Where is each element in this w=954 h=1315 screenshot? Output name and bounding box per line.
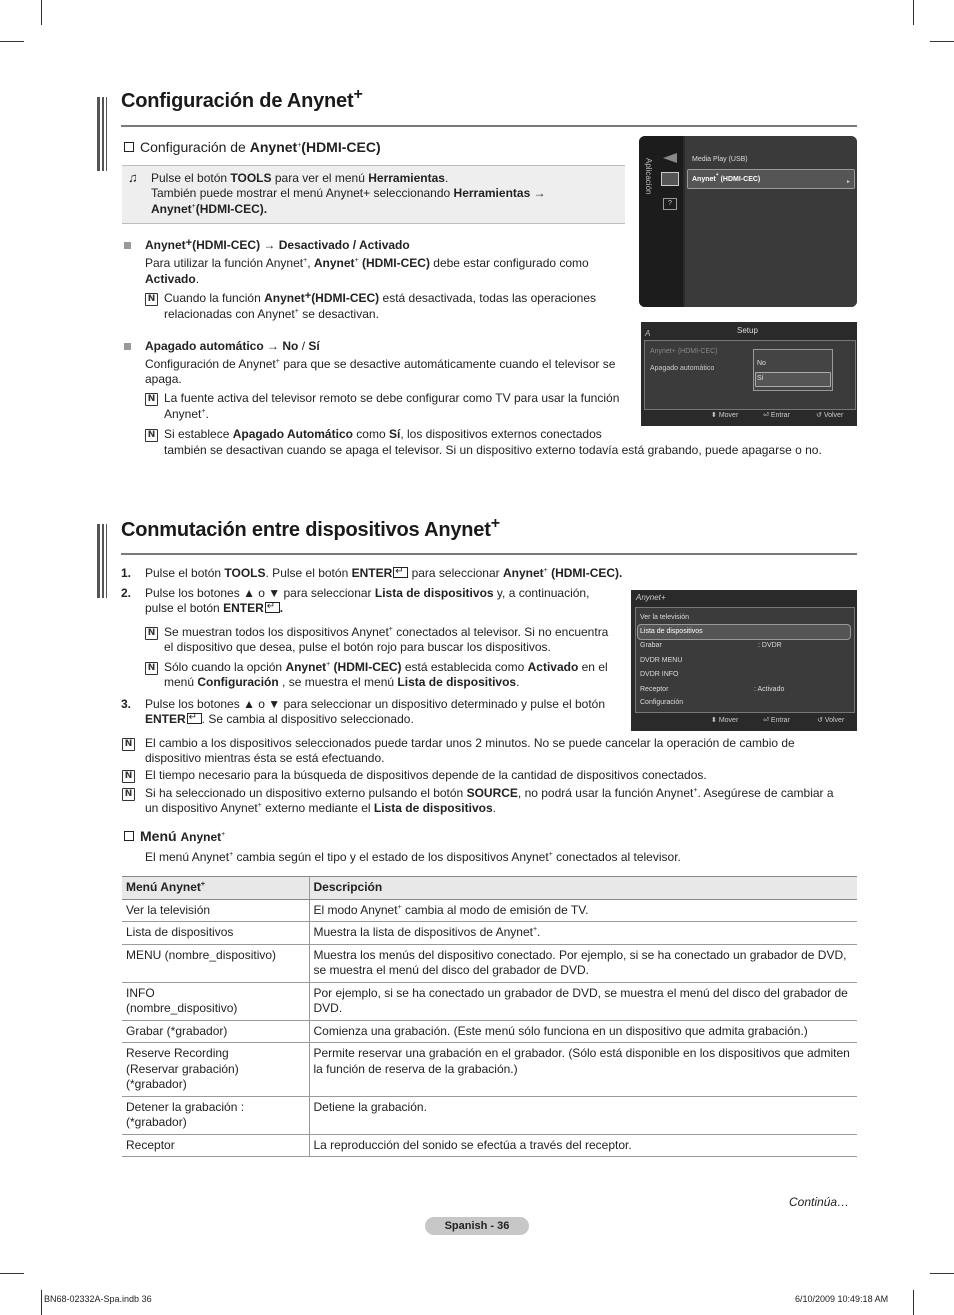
menu-dvdr-info[interactable]: DVDR INFO (640, 671, 679, 678)
enter-icon (187, 713, 202, 724)
table-cell: INFO (nombre_dispositivo) (122, 982, 309, 1020)
note-autooff-yes: Si establece Apagado Automático como Sí, los dispositivos externos conectados (164, 427, 602, 441)
table-cell: Receptor (122, 1134, 309, 1157)
section-marker (97, 524, 113, 598)
nav-move: ⬍ Mover (711, 412, 739, 419)
tools-tip-line1: Pulse el botón TOOLS para ver el menú Herramientas. (151, 171, 449, 185)
return-icon: ↺ (817, 717, 823, 724)
col-header-description: Descripción (309, 877, 857, 900)
square-bullet (124, 242, 131, 249)
table-row (122, 899, 857, 922)
updown-icon: ⬍ (711, 412, 717, 419)
crop-mark (930, 1273, 954, 1274)
step2-text-l2: pulse el botón ENTER↵ . (145, 601, 283, 617)
note-source-l2: un dispositivo Anynet+ externo mediante el Lista de dispositivos. (145, 801, 496, 815)
table-cell: Reserve Recording (Reservar grabación) (*grabador) (122, 1043, 309, 1097)
note-icon: N (122, 788, 135, 801)
table-cell: Por ejemplo, si se ha conectado un grabador de DVD, se muestra el menú del disco del grabador de DVD. (309, 982, 857, 1020)
page-number: Spanish - 36 (425, 1217, 529, 1235)
enter-icon (393, 567, 408, 578)
square-bullet (124, 343, 131, 350)
enter-icon: ⏎ (763, 412, 769, 419)
note-switch-time: El cambio a los dispositivos seleccionados puede tardar unos 2 minutos. No se puede cancelar la operación de cambio de (145, 736, 795, 750)
crop-mark (913, 0, 914, 25)
menu-item-anynet-label: Anynet+ (HDMI-CEC) (692, 172, 761, 183)
anynet-logo-icon: A (645, 329, 651, 338)
step2-note1: Se muestran todos los dispositivos Anynet+ conectados al televisor. Si no encuentra (164, 625, 609, 639)
table-cell: Muestra la lista de dispositivos de Anynet+. (309, 922, 857, 945)
step2-text: Pulse los botones ▲ o ▼ para seleccionar Lista de dispositivos y, a continuación, (145, 586, 590, 600)
table-row (122, 1096, 857, 1134)
table-header-row (122, 877, 857, 900)
item-anynet-heading: Anynet+(HDMI-CEC) → Desactivado / Activado (145, 237, 410, 252)
section-rule (121, 125, 857, 127)
table-row (122, 922, 857, 945)
option-no[interactable]: No (757, 360, 766, 367)
step2-note2-l2: menú Configuración , se muestra el menú Lista de dispositivos. (164, 675, 520, 689)
tv-screen-setup (641, 322, 857, 426)
menu-dvdr-menu[interactable]: DVDR MENU (640, 657, 683, 664)
table-row (122, 1134, 857, 1157)
item-autooff-text: Configuración de Anynet+ para que se desactive automáticamente cuando el televisor se (145, 357, 616, 371)
note-anynet-off: Cuando la función Anynet+(HDMI-CEC) está desactivada, todas las operaciones (164, 290, 596, 305)
item-autooff-text2: apaga. (145, 372, 182, 386)
step-number: 3. (121, 697, 132, 711)
col-header-menu: Menú Anynet+ (122, 877, 309, 900)
note-icon: N (122, 770, 135, 783)
section-rule (121, 553, 857, 555)
step1-text: Pulse el botón TOOLS. Pulse el botón ENTER↵ para seleccionar Anynet+ (HDMI-CEC). (145, 566, 622, 582)
table-row (122, 1043, 857, 1097)
step-number: 2. (121, 586, 132, 600)
nav-enter: ⏎ Entrar (763, 412, 790, 419)
table-cell: Muestra los menús del dispositivo conectado. Por ejemplo, si se ha conectado un grabador de DVD, se muestra el menú del disco del grabador de DVD. (309, 944, 857, 982)
menu-config[interactable]: Configuración (640, 699, 684, 706)
tools-icon: ♫ (128, 170, 138, 185)
crop-mark (41, 1290, 42, 1315)
step3-text-l2: ENTER↵ . Se cambia al dispositivo seleccionado. (145, 712, 414, 728)
side-label: Aplicación (644, 158, 653, 195)
table-cell: Detener la grabación : (*grabador) (122, 1096, 309, 1134)
item-anynet-text2: Activado. (145, 272, 200, 286)
enter-icon (265, 602, 280, 613)
table-cell: La reproducción del sonido se efectúa a través del receptor. (309, 1134, 857, 1157)
nav-enter: ⏎ Entrar (763, 717, 790, 724)
note-icon: N (145, 429, 158, 442)
menu-watch-tv[interactable]: Ver la televisión (640, 614, 690, 621)
app-icon (661, 172, 679, 186)
arrow-right-icon: ► (846, 179, 851, 185)
tv-screen-anynet-menu (631, 590, 857, 731)
table-cell: Lista de dispositivos (122, 922, 309, 945)
section-marker (97, 97, 113, 171)
table-cell: Grabar (*grabador) (122, 1020, 309, 1043)
section-title-switching: Conmutación entre dispositivos Anynet+ (121, 515, 500, 541)
return-icon: ↺ (816, 412, 822, 419)
updown-icon: ⬍ (711, 717, 717, 724)
menu-receiver-value: : Activado (754, 686, 785, 693)
enter-icon: ⏎ (763, 717, 769, 724)
note-anynet-off-l2: relacionadas con Anynet+ se desactivan. (164, 307, 379, 321)
note-active-source: La fuente activa del televisor remoto se debe configurar como TV para usar la función (164, 391, 620, 405)
crop-mark (0, 41, 24, 42)
continues-label: Continúa… (789, 1195, 850, 1209)
crop-mark (930, 41, 954, 42)
note-icon: N (145, 662, 158, 675)
table-row (122, 982, 857, 1020)
table-cell: MENU (nombre_dispositivo) (122, 944, 309, 982)
menu-item-media-play[interactable]: Media Play (USB) (692, 156, 748, 163)
menu-record[interactable]: Grabar (640, 642, 662, 649)
anynet-logo: Anynet+ (636, 593, 666, 602)
table-cell: Comienza una grabación. (Este menú sólo funciona en un dispositivo que admita grabación.) (309, 1020, 857, 1043)
subsection-menu-heading: Menú Anynet+ (124, 828, 225, 846)
item-anynet-text: Para utilizar la función Anynet+, Anynet+ (HDMI-CEC) debe estar configurado como (145, 256, 589, 270)
note-switch-time-l2: dispositivo mientras ésta se está efectuando. (145, 751, 385, 765)
note-icon: N (145, 393, 158, 406)
section-title-config: Configuración de Anynet+ (121, 86, 363, 112)
crop-mark (0, 1273, 24, 1274)
nav-move: ⬍ Mover (711, 717, 739, 724)
option-si: Sí (757, 375, 764, 382)
menu-device-list[interactable]: Lista de dispositivos (640, 628, 703, 635)
note-icon: N (122, 738, 135, 751)
table-row (122, 1020, 857, 1043)
tv-screen-application-menu (639, 136, 857, 307)
nav-back: ↺ Volver (817, 717, 845, 724)
help-icon: ? (663, 198, 677, 210)
item-autooff-heading: Apagado automático → No / Sí (145, 339, 320, 353)
subsection-heading: Configuración de Anynet+(HDMI-CEC) (124, 139, 381, 156)
step2-note2: Sólo cuando la opción Anynet+ (HDMI-CEC) está establecida como Activado en el (164, 660, 608, 674)
crop-mark (913, 1290, 914, 1315)
table-cell: El modo Anynet+ cambia al modo de emisión de TV. (309, 899, 857, 922)
setup-row-anynet[interactable]: Anynet+ (HDMI-CEC) (650, 348, 718, 355)
setup-header: Setup (737, 326, 758, 335)
note-active-source-l2: Anynet+. (164, 407, 209, 421)
option-si-selected[interactable] (755, 372, 831, 387)
note-autooff-yes-l2: también se desactivan cuando se apaga el televisor. Si un dispositivo externo todavía está grabando, puede apagarse o no. (164, 443, 822, 457)
nav-back: ↺ Volver (816, 412, 844, 419)
anynet-menu-table (122, 876, 857, 1157)
note-icon: N (145, 293, 158, 306)
print-date: 6/10/2009 10:49:18 AM (795, 1294, 889, 1304)
table-row (122, 944, 857, 982)
file-name: BN68-02332A-Spa.indb 36 (44, 1294, 152, 1304)
crop-mark (41, 0, 42, 25)
step-number: 1. (121, 566, 132, 580)
setup-row-autooff[interactable]: Apagado automático (650, 365, 715, 372)
step2-note1-l2: el dispositivo que desea, pulse el botón rojo para buscar los dispositivos. (164, 640, 551, 654)
step3-text: Pulse los botones ▲ o ▼ para seleccionar un dispositivo determinado y pulse el botón (145, 697, 606, 711)
table-cell: Permite reservar una grabación en el grabador. (Sólo está disponible en los dispositivos que admiten la función de reserva de la grabación.) (309, 1043, 857, 1097)
table-cell: Ver la televisión (122, 899, 309, 922)
menu-record-value: : DVDR (758, 642, 782, 649)
tools-tip-line3: Anynet+(HDMI-CEC). (151, 202, 268, 216)
table-cell: Detiene la grabación. (309, 1096, 857, 1134)
menu-description: El menú Anynet+ cambia según el tipo y el estado de los dispositivos Anynet+ conectados al televisor. (145, 850, 681, 864)
tools-tip-line2: También puede mostrar el menú Anynet+ seleccionando Herramientas → (151, 186, 546, 200)
note-source: Si ha seleccionado un dispositivo externo pulsando el botón SOURCE, no podrá usar la función Anynet+. Asegúrese de cambiar a (145, 786, 834, 800)
note-search-time: El tiempo necesario para la búsqueda de dispositivos depende de la cantidad de dispositivos conectados. (145, 768, 707, 782)
note-icon: N (145, 627, 158, 640)
menu-receiver[interactable]: Receptor (640, 686, 669, 693)
